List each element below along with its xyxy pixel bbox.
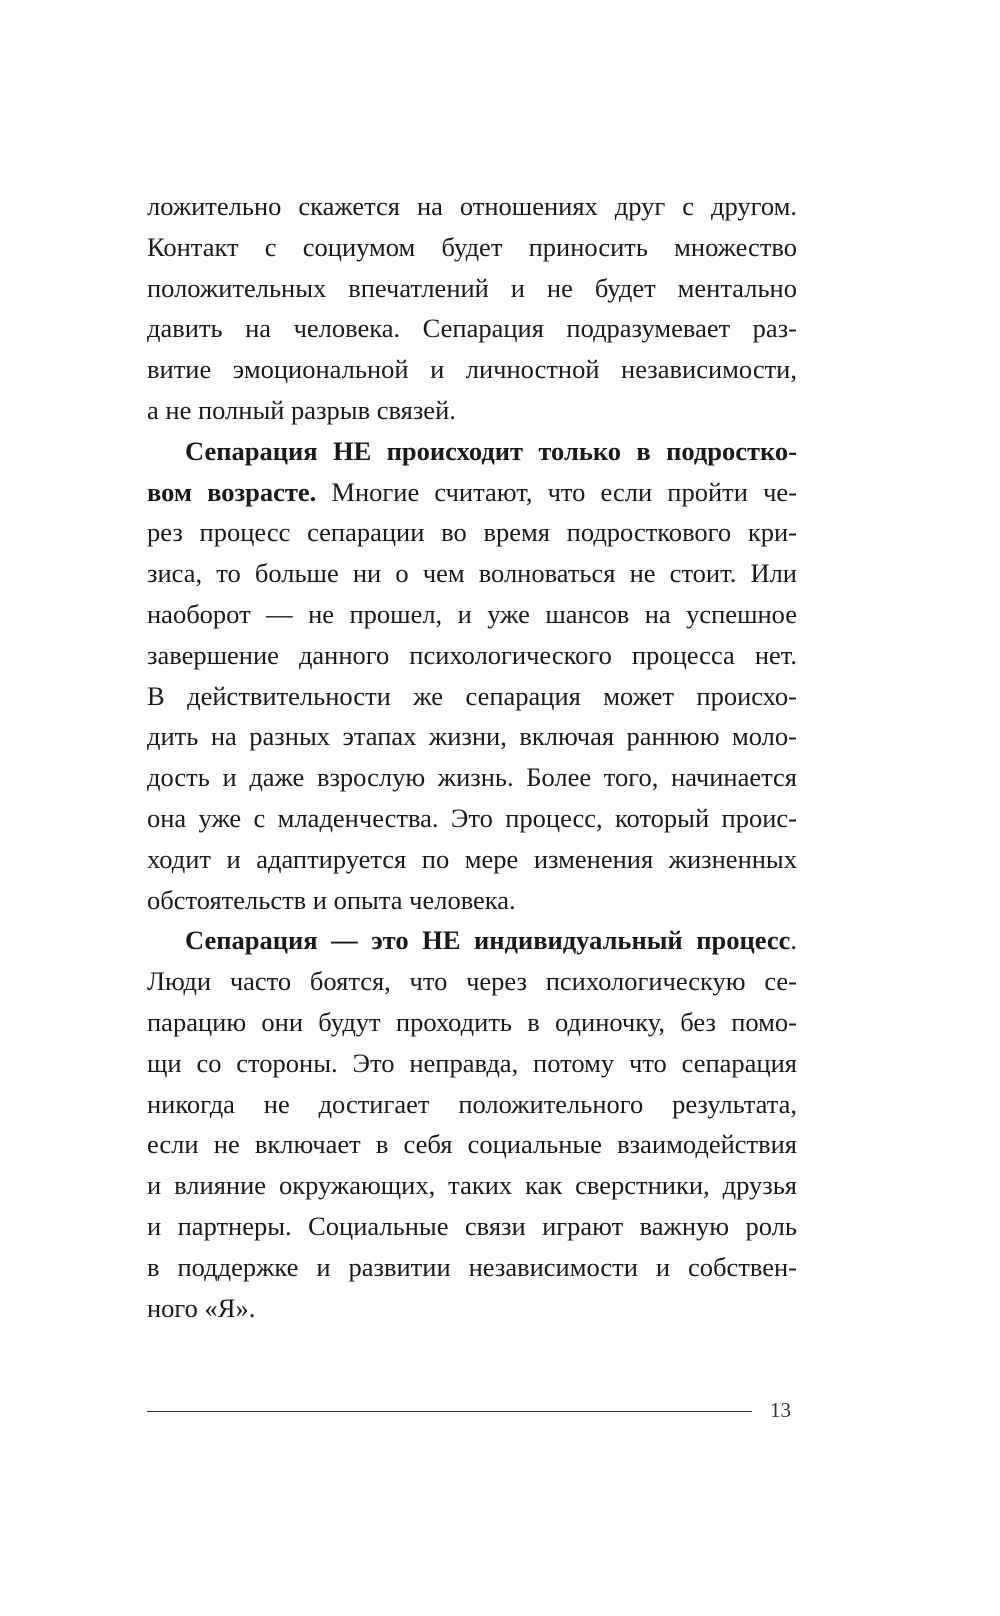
text-line bbox=[147, 594, 797, 635]
text-line bbox=[147, 1165, 797, 1206]
text-line bbox=[147, 798, 797, 839]
text-line bbox=[147, 716, 797, 757]
paragraph bbox=[147, 920, 797, 1328]
text-line bbox=[147, 1288, 797, 1329]
text-run: давить на человека. Сепарация подразумевает раз- bbox=[147, 313, 797, 344]
text-run: положительных впечатлений и не будет ментально bbox=[147, 272, 797, 303]
text-line bbox=[147, 676, 797, 717]
text-line bbox=[147, 1084, 797, 1125]
text-run: наоборот — не прошел, и уже шансов на успешное bbox=[147, 598, 797, 629]
text-line bbox=[147, 1124, 797, 1165]
text-run: . bbox=[790, 925, 797, 956]
text-line bbox=[147, 472, 797, 513]
text-line bbox=[147, 512, 797, 553]
text-run: Многие считают, что если пройти че- bbox=[316, 476, 797, 507]
text-line bbox=[147, 920, 797, 961]
text-run: Люди часто боятся, что через психологическую се- bbox=[147, 966, 797, 997]
bold-text: Сепарация НЕ происходит только в подростко- bbox=[185, 435, 797, 466]
text-run: завершение данного психологического процесса нет. bbox=[147, 639, 797, 670]
text-line bbox=[147, 635, 797, 676]
text-line bbox=[147, 227, 797, 268]
text-line bbox=[147, 1247, 797, 1288]
bold-text: вом возрасте. bbox=[147, 476, 317, 507]
text-line bbox=[147, 839, 797, 880]
text-line bbox=[147, 268, 797, 309]
body-text bbox=[147, 186, 797, 1328]
page-number: 13 bbox=[770, 1398, 791, 1422]
text-run: парацию они будут проходить в одиночку, без помо- bbox=[147, 1006, 797, 1037]
text-run: если не включает в себя социальные взаимодействия bbox=[147, 1129, 797, 1160]
text-run: ного «Я». bbox=[147, 1292, 256, 1323]
paragraph bbox=[147, 431, 797, 921]
text-run: обстоятельств и опыта человека. bbox=[147, 884, 516, 915]
text-line bbox=[147, 757, 797, 798]
paragraph bbox=[147, 186, 797, 431]
text-line bbox=[147, 1206, 797, 1247]
text-run: в поддержке и развитии независимости и собствен- bbox=[147, 1251, 797, 1282]
text-line bbox=[147, 961, 797, 1002]
text-run: Контакт с социумом будет приносить множество bbox=[147, 231, 797, 262]
text-run: щи со стороны. Это неправда, потому что сепарация bbox=[147, 1047, 797, 1078]
text-run: ложительно скажется на отношениях друг с другом. bbox=[147, 191, 797, 221]
text-run: дость и даже взрослую жизнь. Более того, начинается bbox=[147, 762, 797, 793]
text-run: и влияние окружающих, таких как сверстники, друзья bbox=[147, 1170, 797, 1201]
text-line bbox=[147, 308, 797, 349]
text-line bbox=[147, 186, 797, 227]
text-run: зиса, то больше ни о чем волноваться не стоит. Или bbox=[147, 558, 797, 589]
text-run: витие эмоциональной и личностной независимости, bbox=[147, 354, 797, 385]
text-run: а не полный разрыв связей. bbox=[147, 394, 456, 425]
footer-rule bbox=[147, 1411, 752, 1412]
text-line bbox=[147, 390, 797, 431]
text-run: ходит и адаптируется по мере изменения жизненных bbox=[147, 843, 797, 874]
text-line bbox=[147, 553, 797, 594]
text-run: рез процесс сепарации во время подросткового кри- bbox=[147, 517, 797, 548]
text-run: она уже с младенчества. Это процесс, который проис- bbox=[147, 802, 797, 833]
text-line bbox=[147, 1043, 797, 1084]
text-run: дить на разных этапах жизни, включая раннюю моло- bbox=[147, 721, 797, 752]
text-line bbox=[147, 431, 797, 472]
text-line bbox=[147, 880, 797, 921]
text-run: никогда не достигает положительного результата, bbox=[147, 1088, 797, 1119]
text-line bbox=[147, 1002, 797, 1043]
text-run: и партнеры. Социальные связи играют важную роль bbox=[147, 1210, 797, 1241]
text-line bbox=[147, 349, 797, 390]
text-run: В действительности же сепарация может происхо- bbox=[147, 680, 797, 711]
bold-text: Сепарация — это НЕ индивидуальный процесс bbox=[185, 925, 791, 956]
